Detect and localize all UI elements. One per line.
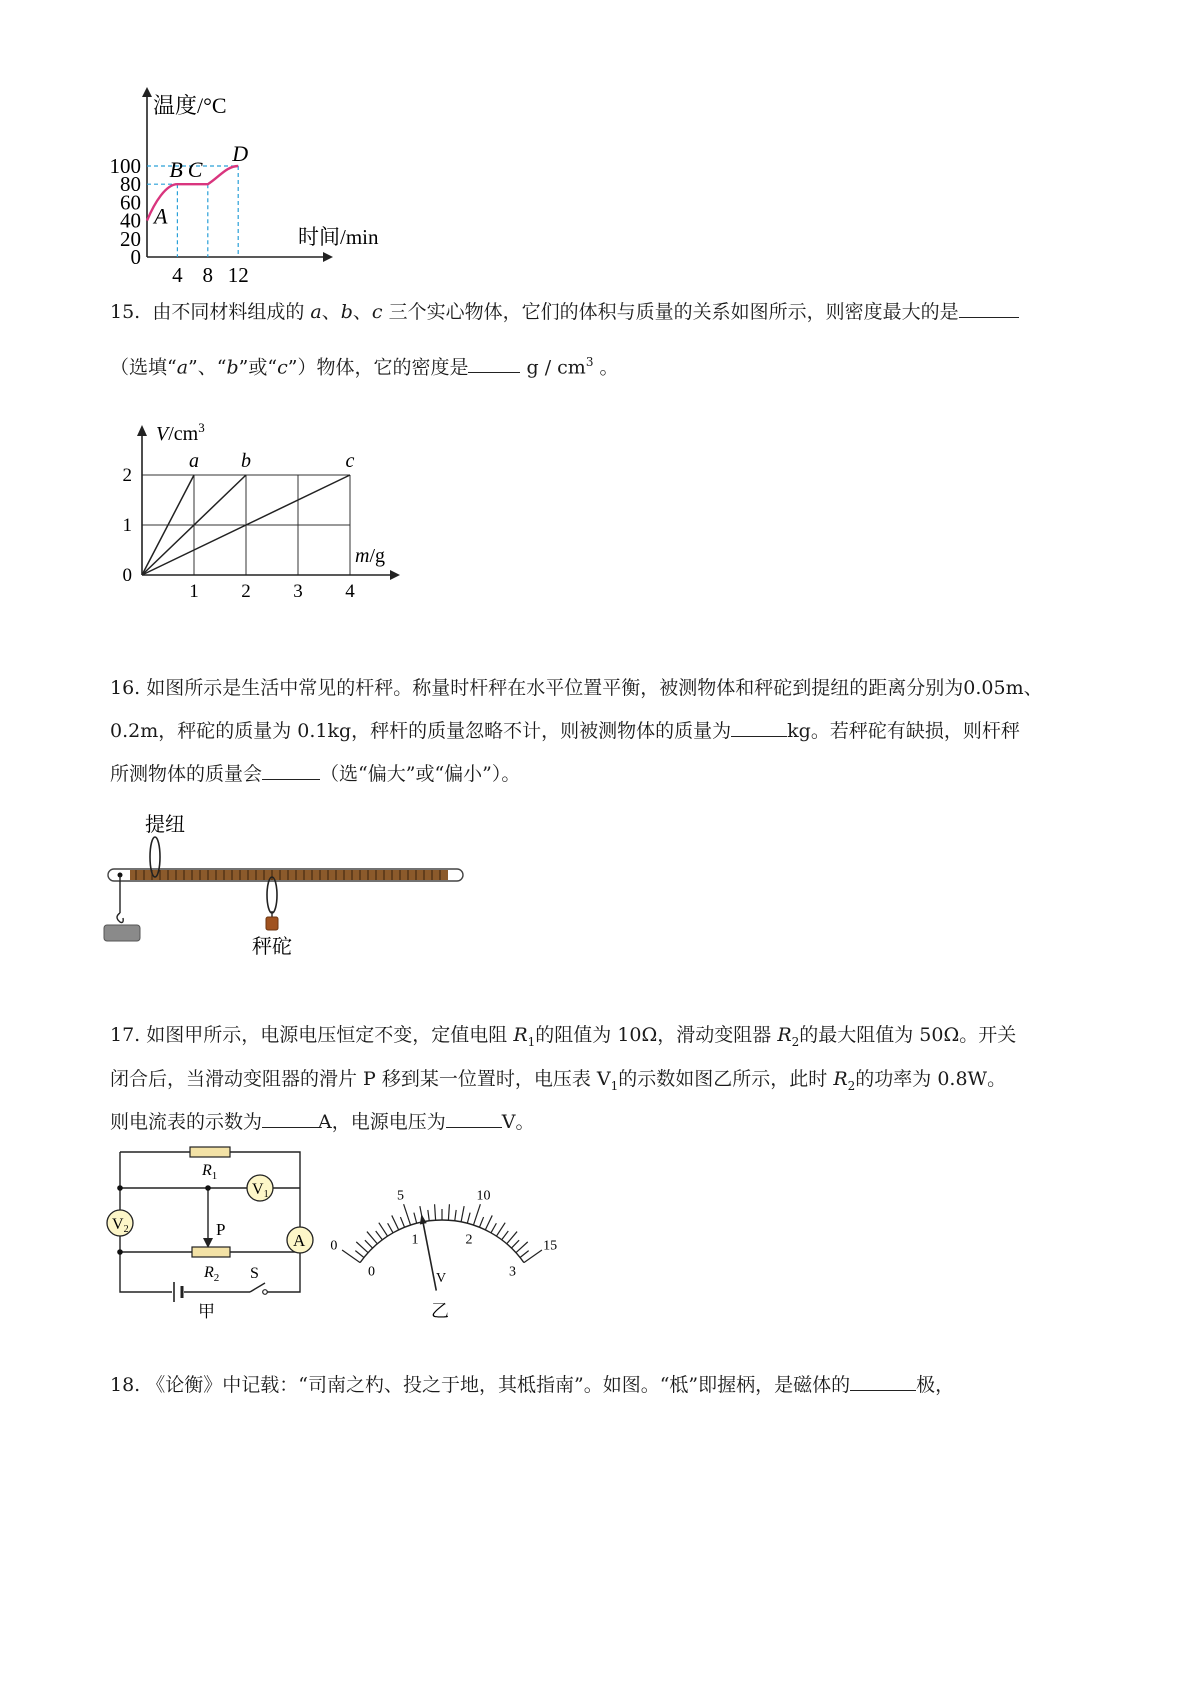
dial-outer-label: 5 — [396, 1188, 404, 1204]
dial-tick — [461, 1206, 464, 1222]
point-label-C: C — [187, 157, 203, 183]
dial-inner-label: 2 — [465, 1232, 473, 1248]
counterweight — [266, 917, 278, 930]
x-tick-label: 3 — [293, 581, 303, 602]
question-number: 16. — [110, 677, 141, 699]
dial-inner-label: 1 — [411, 1232, 419, 1248]
x-tick-label: 8 — [202, 263, 214, 287]
y-tick-label: 2 — [122, 465, 132, 486]
dial-inner-label: 3 — [508, 1264, 516, 1280]
hook — [117, 913, 123, 923]
dial-outer-label: 10 — [476, 1188, 491, 1204]
x-axis-label: 时间/min — [298, 225, 379, 249]
dial-tick — [379, 1223, 388, 1236]
point-label-B: B — [169, 157, 183, 183]
dial-tick — [367, 1232, 377, 1244]
question-15-line-1: 15. 由不同材料组成的 a、b、c 三个实心物体，它们的体积与质量的关系如图所示，则密度最大的是 — [110, 301, 1019, 323]
y-tick-label: 40 — [120, 208, 141, 233]
density-unit: g / cm — [526, 356, 586, 379]
measured-object — [104, 925, 140, 941]
dial-tick — [467, 1213, 470, 1224]
point-label-D: D — [232, 141, 249, 166]
x-axis-arrow — [323, 252, 333, 262]
y-axis-label: $V/cm^3$ — [156, 420, 205, 445]
dial-tick — [376, 1231, 383, 1240]
junction-dot — [205, 1185, 211, 1191]
r1-label: $R_1$ — [202, 1162, 218, 1182]
y-tick-label: 60 — [120, 190, 141, 215]
question-16-line-1: 16. 如图所示是生活中常见的杆秤。称量时杆秤在水平位置平衡，被测物体和秤砣到提纽的距离分别为0.05m、 — [110, 677, 1043, 699]
v1-label: V1 — [252, 1181, 269, 1200]
x-tick-label: 12 — [227, 263, 249, 287]
dial-tick — [388, 1223, 393, 1233]
dial-tick — [485, 1215, 492, 1229]
temperature-time-graph — [95, 85, 415, 290]
resistor-r1 — [190, 1147, 230, 1157]
voltmeter-dial-yi — [330, 1180, 558, 1325]
question-number: 17. — [110, 1024, 141, 1046]
dial-tick — [479, 1217, 483, 1227]
junction-dot — [117, 1249, 123, 1255]
x-axis-arrow — [390, 570, 400, 580]
point-label-A: A — [154, 203, 168, 229]
dial-tick — [435, 1204, 436, 1220]
y-tick-label: 0 — [122, 565, 132, 586]
switch-contact — [263, 1290, 268, 1295]
r2-label: $R_2$ — [204, 1264, 220, 1284]
rheostat-r2 — [192, 1247, 230, 1257]
dial-inner-label: 0 — [368, 1264, 376, 1280]
dial-tick — [400, 1217, 404, 1227]
answer-blank[interactable] — [959, 301, 1019, 318]
question-15-line-2: （选填“a”、“b”或“c”）物体，它的密度是 g / $cm^3$ 。 — [110, 355, 619, 379]
question-17-line-2: 闭合后，当滑动变阻器的滑片 P 移到某一位置时，电压表 $V_1$的示数如图乙所示，此时 $R_2$的功率为 0.8W。 — [110, 1068, 1007, 1093]
dial-tick — [507, 1232, 517, 1244]
dial-tick — [511, 1240, 519, 1248]
ammeter-label: A — [293, 1231, 306, 1250]
y-tick-label: 80 — [120, 172, 141, 197]
switch-label: S — [250, 1265, 259, 1282]
dial-unit-label: V — [436, 1271, 447, 1286]
dial-tick — [448, 1204, 449, 1220]
y-axis-arrow — [142, 87, 152, 97]
question-17-line-3: 则电流表的示数为 A，电源电压为 V。 — [110, 1111, 535, 1133]
x-tick-label: 4 — [345, 581, 355, 602]
answer-blank[interactable] — [262, 1111, 318, 1128]
dial-tick — [392, 1215, 399, 1229]
y-axis-arrow — [137, 425, 147, 436]
y-tick-label: 1 — [122, 515, 132, 536]
dial-tick — [356, 1242, 368, 1253]
dial-tick — [502, 1231, 509, 1240]
dial-tick — [496, 1223, 505, 1236]
dial-outer-label: 15 — [543, 1238, 558, 1254]
answer-blank[interactable] — [731, 720, 787, 737]
dial-tick — [404, 1204, 411, 1225]
volume-mass-graph — [110, 420, 410, 610]
dial-tick — [365, 1240, 373, 1248]
caption-yi: 乙 — [431, 1301, 449, 1321]
weight-loop — [267, 877, 277, 913]
v2-label: V2 — [112, 1216, 129, 1235]
answer-blank[interactable] — [446, 1111, 502, 1128]
x-tick-label: 2 — [241, 581, 251, 602]
y-tick-label: 20 — [120, 226, 141, 251]
junction-dot — [117, 1185, 123, 1191]
slider-p-label: P — [216, 1220, 226, 1239]
question-17-line-1: 17. 如图甲所示，电源电压恒定不变，定值电阻 $R_1$的阻值为 10Ω，滑动变阻器 $R_2$的最大阻值为 50Ω。开关 — [110, 1024, 1017, 1049]
dial-outer-label: 0 — [330, 1238, 338, 1254]
answer-blank[interactable] — [262, 763, 320, 780]
series-label-b: b — [241, 450, 251, 472]
knob-label: 提纽 — [145, 814, 185, 836]
dial-tick — [355, 1251, 364, 1258]
y-axis-label: 温度/°C — [153, 93, 227, 118]
caption-jia: 甲 — [198, 1302, 215, 1321]
series-label-c: c — [345, 450, 355, 472]
weight-label: 秤砣 — [252, 936, 292, 958]
dial-tick — [455, 1210, 456, 1221]
dial-arc — [360, 1220, 524, 1263]
circuit-diagram-jia — [100, 1140, 330, 1325]
x-axis-label: m/g — [355, 545, 386, 567]
answer-blank[interactable] — [468, 356, 520, 373]
dial-pointer-tip — [420, 1214, 427, 1224]
question-number: 18. — [110, 1374, 141, 1396]
x-tick-label: 1 — [189, 581, 199, 602]
question-16-line-2: 0.2m，秤砣的质量为 0.1kg，秤杆的质量忽略不计，则被测物体的质量为 kg。若秤砣有缺损，则杆秤 — [110, 720, 1020, 742]
dial-tick — [473, 1204, 480, 1225]
series-label-a: a — [189, 450, 199, 472]
y-tick-label: 100 — [109, 154, 141, 178]
dial-tick — [491, 1223, 496, 1233]
x-tick-label: 4 — [172, 263, 183, 287]
dial-tick — [414, 1213, 417, 1224]
dial-tick — [516, 1242, 528, 1253]
answer-blank[interactable] — [850, 1374, 916, 1391]
steelyard-diagram — [100, 805, 480, 965]
question-16-line-3: 所测物体的质量会 （选“偏大”或“偏小”）。 — [110, 763, 521, 785]
question-number: 15. — [110, 301, 141, 323]
dial-pointer — [422, 1216, 437, 1291]
dial-tick — [428, 1210, 429, 1221]
y-tick-label: 0 — [130, 245, 141, 269]
question-18-line-1: 18. 《论衡》中记载：“司南之杓、投之于地，其柢指南”。如图。“柢”即握柄，是磁体的 极， — [110, 1374, 955, 1396]
dial-tick — [520, 1251, 529, 1258]
